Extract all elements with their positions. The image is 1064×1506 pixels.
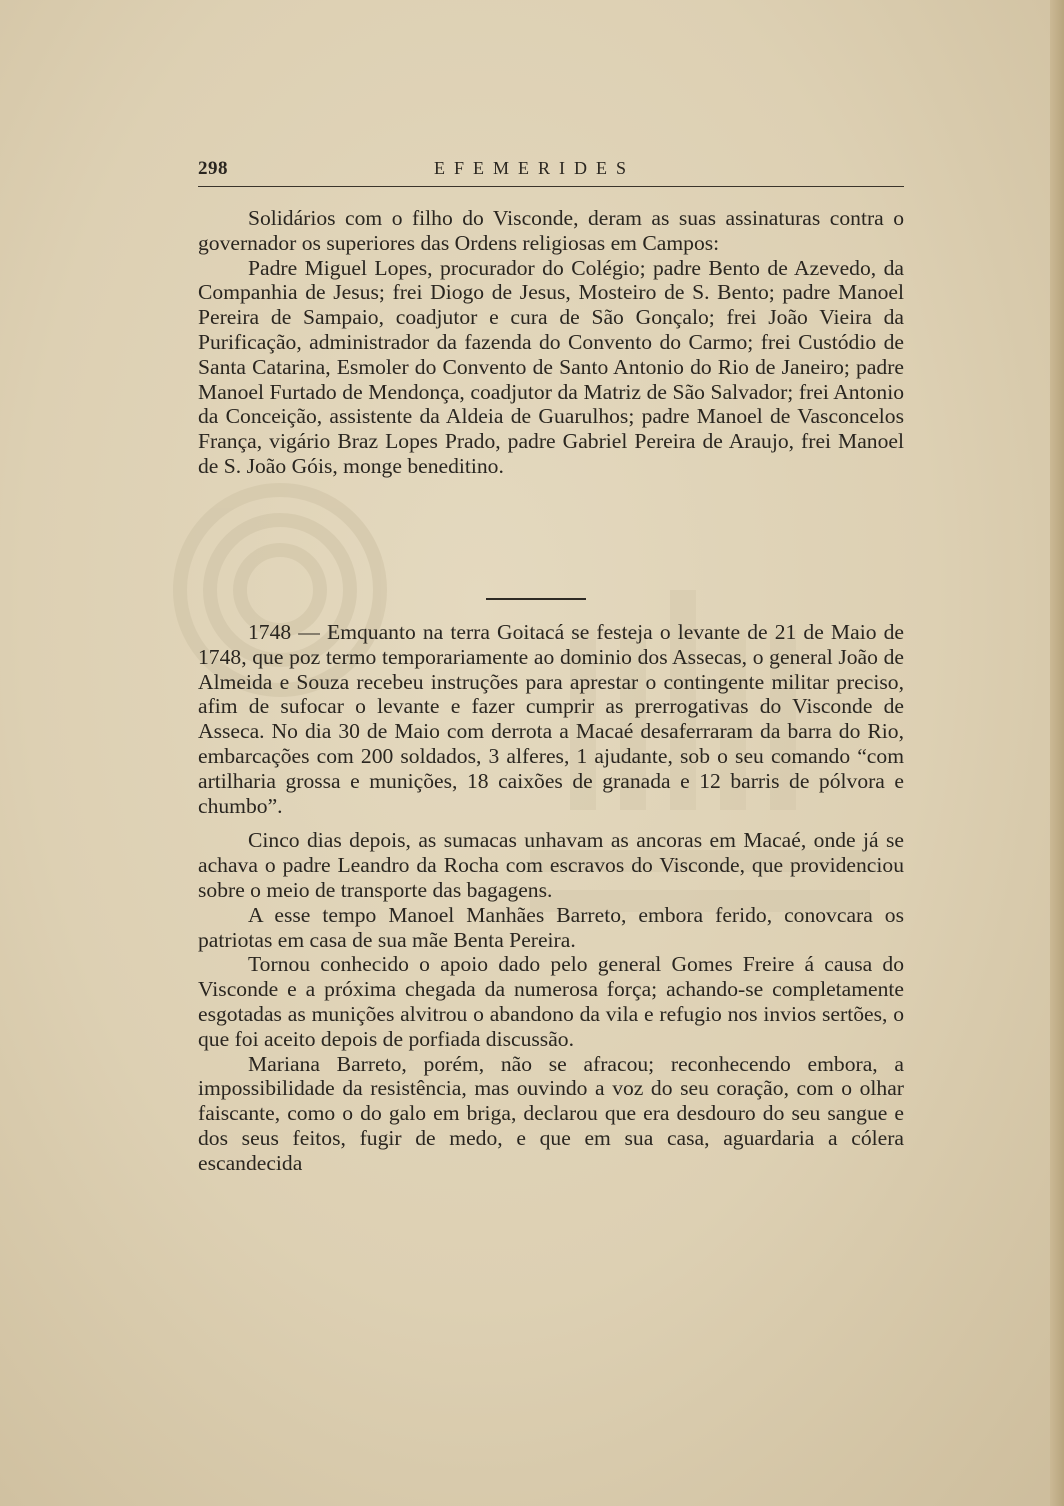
text-block-1748 <box>198 620 904 1176</box>
page-number: 298 <box>198 158 228 179</box>
page-header <box>198 156 904 187</box>
section-separator <box>486 598 586 600</box>
paragraph: Mariana Barreto, porém, não se afracou; reconhecendo embora, a impossibilidade da resistência, mas ouvindo a voz do seu coração, com o olhar faiscante, como o do galo em briga, declarou que era desdouro do seu sangue e dos seus feitos, fugir de medo, e que em sua casa, aguardaria a cólera escandecida <box>198 1051 904 1175</box>
paragraph: Cinco dias depois, as sumacas unhavam as ancoras em Macaé, onde já se achava o padre Leandro da Rocha com escravos do Visconde, que providenciou sobre o meio de transporte das bagagens. <box>198 828 904 902</box>
paragraph: Padre Miguel Lopes, procurador do Colégio; padre Bento de Azevedo, da Companhia de Jesus; frei Diogo de Jesus, Mosteiro de S. Bento; padre Manoel Pereira de Sampaio, coadjutor e cura de São Gonçalo; frei João Vieira da Purificação, administrador da fazenda do Convento do Carmo; frei Custódio de Santa Catarina, Esmoler do Convento de Santo Antonio do Rio de Janeiro; padre Manoel Furtado de Mendonça, coadjutor da Matriz de São Salvador; frei Antonio da Conceição, assistente da Aldeia de Guarulhos; padre Manoel de Vasconcelos França, vigário Braz Lopes Prado, padre Gabriel Pereira de Araujo, frei Manoel de S. João Góis, monge beneditino. <box>198 255 904 478</box>
paragraph: Solidários com o filho do Visconde, deram as suas assinaturas contra o governador os superiores das Ordens religiosas em Campos: <box>198 206 904 255</box>
paragraph: Tornou conhecido o apoio dado pelo general Gomes Freire á causa do Visconde e a próxima chegada da numerosa força; achando-se completamente esgotadas as munições alvitrou o abandono da vila e refugio nos invios sertões, o que foi aceito depois de porfiada discussão. <box>198 952 904 1051</box>
paragraph: 1748 — Emquanto na terra Goitacá se festeja o levante de 21 de Maio de 1748, que poz termo temporariamente ao dominio dos Assecas, o general João de Almeida e Souza recebeu instruções para aprestar o contingente militar preciso, afim de sufocar o levante e fazer cumprir as prerrogativas do Visconde de Asseca. No dia 30 de Maio com derrota a Macaé desaferraram da barra do Rio, embarcações com 200 soldados, 3 alferes, 1 ajudante, sob o seu comando “com artilharia grossa e munições, 18 caixões de granada e 12 barris de pólvora e chumbo”. <box>198 620 904 818</box>
running-title: EFEMERIDES <box>434 158 636 178</box>
page-edge <box>1050 0 1064 1506</box>
paragraph: A esse tempo Manoel Manhães Barreto, embora ferido, conovcara os patriotas em casa de sua mãe Benta Pereira. <box>198 902 904 952</box>
text-block-religious-orders <box>198 206 904 479</box>
